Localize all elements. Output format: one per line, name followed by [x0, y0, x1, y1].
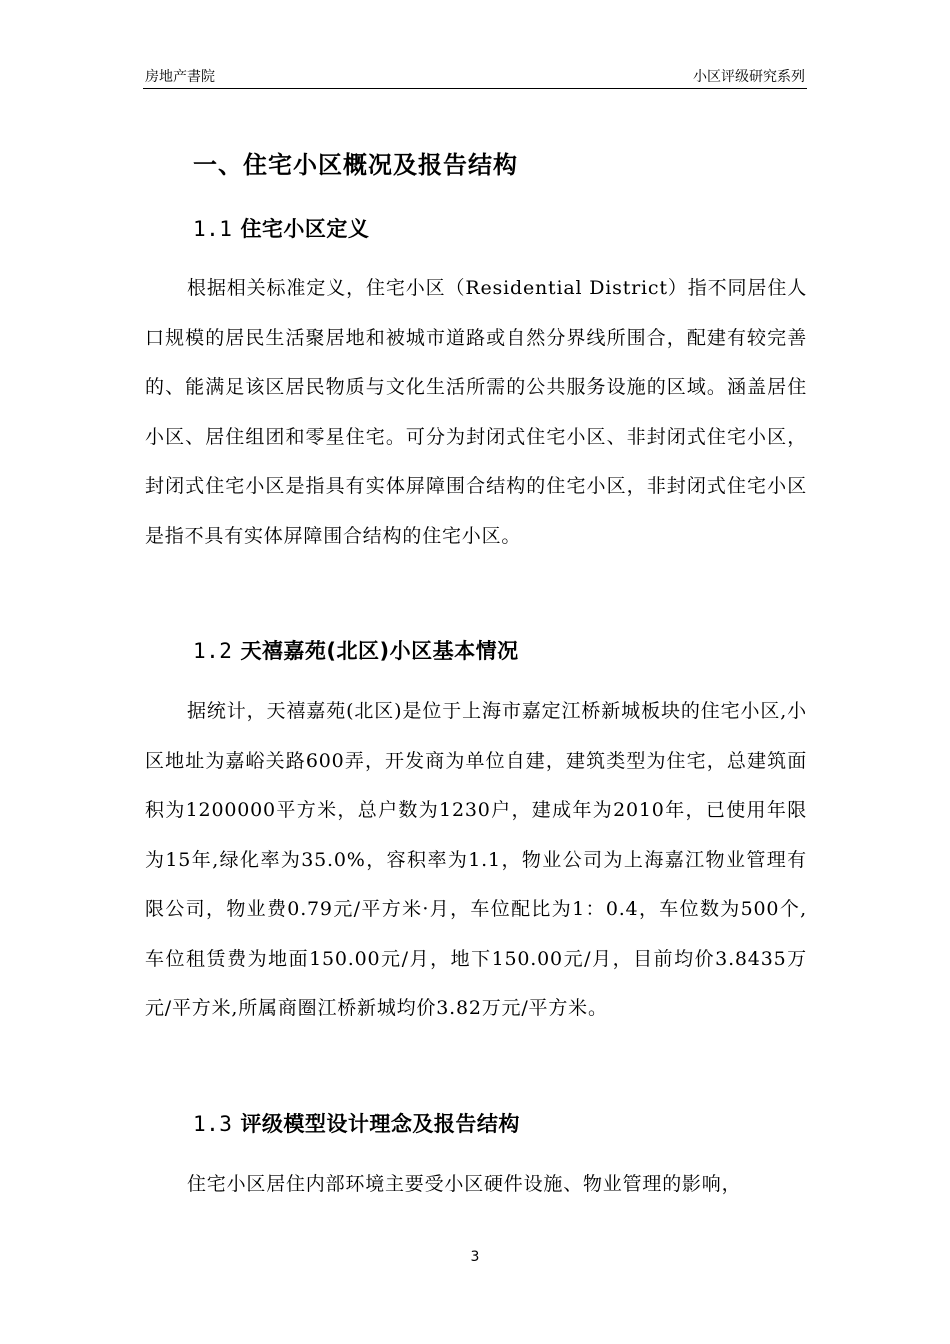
section-heading-1-1	[193, 213, 369, 243]
section-paragraph-1-2: 据统计，天禧嘉苑(北区)是位于上海市嘉定江桥新城板块的住宅小区,小区地址为嘉峪关路600弄，开发商为单位自建，建筑类型为住宅，总建筑面积为1200000平方米，总户数为1230户，建成年为2010年，已使用年限为15年,绿化率为35.0%，容积率为1.1，物业公司为上海嘉江物业管理有限公司，物业费0.79元/平方米·月，车位配比为1：0.4，车位数为500个,车位租赁费为地面150.00元/月，地下150.00元/月，目前均价3.8435万元/平方米,所属商圈江桥新城均价3.82万元/平方米。	[145, 700, 807, 1019]
section-title-text: 天禧嘉苑(北区)小区基本情况	[240, 639, 519, 663]
chapter-title: 一、住宅小区概况及报告结构	[193, 151, 518, 179]
section-paragraph-1-3: 住宅小区居住内部环境主要受小区硬件设施、物业管理的影响，	[187, 1173, 742, 1195]
header-series: 小区评级研究系列	[693, 69, 805, 85]
section-heading-1-2	[193, 635, 519, 665]
header-publisher: 房地产書院	[145, 69, 215, 85]
page-number: 3	[470, 1249, 480, 1265]
page-header	[143, 66, 807, 89]
section-number: 1.1	[193, 217, 233, 241]
section-paragraph-1-1: 根据相关标准定义，住宅小区（Residential District）指不同居住人口规模的居民生活聚居地和被城市道路或自然分界线所围合，配建有较完善的、能满足该区居民物质与文化生活所需的公共服务设施的区域。涵盖居住小区、居住组团和零星住宅。可分为封闭式住宅小区、非封闭式住宅小区，封闭式住宅小区是指具有实体屏障围合结构的住宅小区，非封闭式住宅小区是指不具有实体屏障围合结构的住宅小区。	[145, 277, 807, 547]
section-title-text: 住宅小区定义	[240, 217, 370, 241]
section-title-text: 评级模型设计理念及报告结构	[240, 1112, 520, 1136]
section-number: 1.2	[193, 639, 233, 663]
section-heading-1-3	[193, 1108, 520, 1138]
section-number: 1.3	[193, 1112, 233, 1136]
